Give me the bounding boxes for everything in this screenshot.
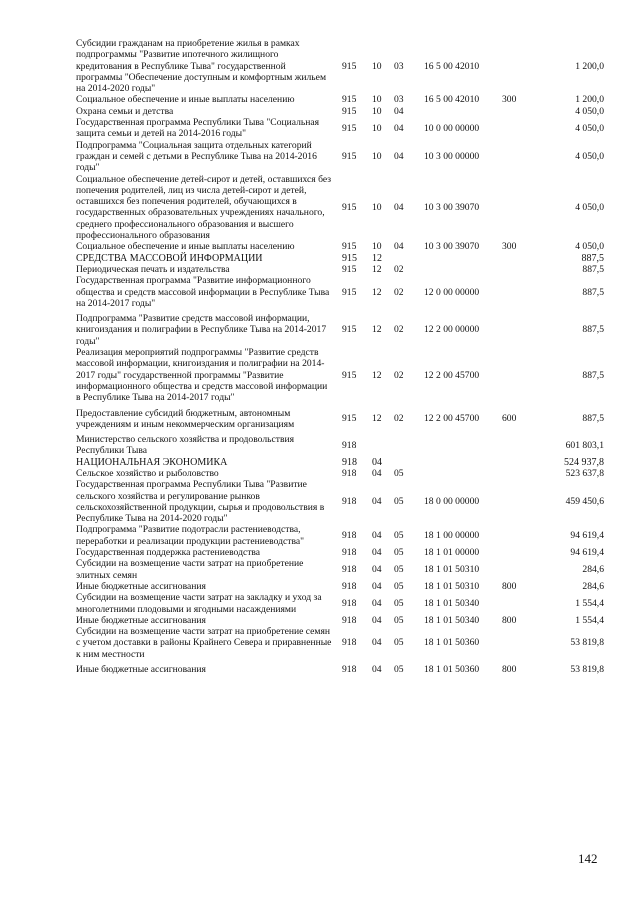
table-row xyxy=(76,347,604,403)
ministry-code: 918 xyxy=(342,637,357,649)
expense-type-code xyxy=(502,547,532,558)
section-code: 10 xyxy=(372,150,382,162)
amount: 53 819,8 xyxy=(570,637,604,649)
expense-type-code xyxy=(502,524,532,547)
expense-type-code xyxy=(502,106,532,117)
row-name: Государственная программа "Развитие информационного общества и средств массовой информации в Республике Тыва на 2014-2017 годы" xyxy=(76,275,330,309)
subsection-code: 05 xyxy=(394,664,404,676)
amount: 4 050,0 xyxy=(575,241,604,253)
target-article-code: 18 1 01 50310 xyxy=(424,580,480,592)
section-code: 04 xyxy=(372,597,382,609)
amount: 887,5 xyxy=(581,252,604,264)
target-article-code: 18 1 01 50360 xyxy=(424,664,480,676)
subsection-code: 05 xyxy=(394,614,404,626)
ministry-code: 915 xyxy=(342,241,357,253)
section-code: 10 xyxy=(372,94,382,106)
table-row xyxy=(76,275,604,309)
table-row xyxy=(76,615,604,626)
section-code: 12 xyxy=(372,369,382,381)
table-row xyxy=(76,468,604,479)
section-code: 10 xyxy=(372,241,382,253)
subsection-code: 04 xyxy=(394,241,404,253)
row-name: Подпрограмма "Развитие подотрасли растениеводства, переработки и реализации продукции растениеводства" xyxy=(76,524,305,547)
table-row xyxy=(76,558,604,581)
row-name: Охрана семьи и детства xyxy=(76,105,174,117)
subsection-code: 05 xyxy=(394,467,404,479)
target-article-code xyxy=(424,106,502,117)
expense-type-code xyxy=(502,275,532,309)
subsection-code: 04 xyxy=(394,105,404,117)
subsection-code: 04 xyxy=(394,201,404,213)
amount: 1 554,4 xyxy=(575,597,604,609)
section-code: 12 xyxy=(372,286,382,298)
table-row xyxy=(76,430,604,457)
ministry-code: 915 xyxy=(342,105,357,117)
budget-table xyxy=(76,38,604,675)
row-name: Государственная программа Республики Тыва "Социальная защита семьи и детей на 2014-2016 годы" xyxy=(76,117,320,140)
subsection-code: 05 xyxy=(394,530,404,542)
row-name: Субсидии гражданам на приобретение жилья в рамках подпрограммы "Развитие ипотечного жилищного кредитования в Республике Тыва" государственной программы "Обеспечение доступным и комфортным жильем на 2014-2020 годы" xyxy=(76,38,327,95)
row-name: Социальное обеспечение и иные выплаты населению xyxy=(76,241,295,253)
subsection-code: 05 xyxy=(394,564,404,575)
subsection-code: 05 xyxy=(394,597,404,609)
target-article-code: 18 1 01 50340 xyxy=(424,597,480,609)
ministry-code: 915 xyxy=(342,150,357,162)
expense-type-code xyxy=(502,117,532,140)
row-name: Подпрограмма "Развитие средств массовой информации, книгоиздания и полиграфии в Республике Тыва на 2014-2017 годы" xyxy=(76,313,327,347)
row-name: Государственная программа Республики Тыва "Развитие сельского хозяйства и регулирование рынков сельскохозяйственной продукции, сырья и продовольствия в Республике Тыва на 2014-2020 годы" xyxy=(76,479,325,525)
section-code: 12 xyxy=(372,263,382,275)
table-row xyxy=(76,94,604,105)
amount: 94 619,4 xyxy=(570,547,604,559)
table-row xyxy=(76,264,604,275)
section-code: 04 xyxy=(372,467,382,479)
ministry-code: 915 xyxy=(342,263,357,275)
table-row xyxy=(76,309,604,347)
amount: 459 450,6 xyxy=(565,496,604,508)
section-code xyxy=(372,430,394,457)
section-code: 04 xyxy=(372,580,382,592)
amount: 887,5 xyxy=(582,324,604,336)
ministry-code: 915 xyxy=(342,201,357,213)
row-name: Иные бюджетные ассигнования xyxy=(76,664,206,676)
amount: 284,6 xyxy=(582,564,604,575)
ministry-code: 918 xyxy=(342,564,357,575)
table-row xyxy=(76,174,604,242)
section-code: 04 xyxy=(372,664,382,676)
amount: 4 050,0 xyxy=(575,105,604,117)
row-name: Иные бюджетные ассигнования xyxy=(76,614,206,626)
subsection-code: 04 xyxy=(394,122,404,134)
row-name: Субсидии на возмещение части затрат на приобретение семян с учетом доставки в районы Крайнего Севера и приравненные к ним местности xyxy=(76,626,332,660)
row-name: СРЕДСТВА МАССОВОЙ ИНФОРМАЦИИ xyxy=(76,252,263,264)
row-name: Государственная поддержка растениеводства xyxy=(76,547,261,559)
ministry-code: 915 xyxy=(342,286,357,298)
row-name: Субсидии на возмещение части затрат на приобретение элитных семян xyxy=(76,558,304,581)
row-name: Сельское хозяйство и рыболовство xyxy=(76,467,219,479)
target-article-code xyxy=(424,457,502,468)
expense-type-code xyxy=(502,479,532,524)
subsection-code: 05 xyxy=(394,547,404,559)
ministry-code: 918 xyxy=(342,614,357,626)
target-article-code: 12 2 00 45700 xyxy=(424,413,480,425)
amount: 1 554,4 xyxy=(575,614,604,626)
ministry-code: 915 xyxy=(342,369,357,381)
ministry-code: 918 xyxy=(342,597,357,609)
row-name: Реализация мероприятий подпрограммы "Развитие средств массовой информации, книгоиздания и полиграфии на 2014-2017 годы" государственной программы "Развитие информационного общества и средств массовой информации в Республике Тыва на 2014-2017 годы" xyxy=(76,347,328,404)
section-code: 10 xyxy=(372,201,382,213)
target-article-code: 18 1 01 50340 xyxy=(424,614,480,626)
expense-type-code: 600 xyxy=(502,413,517,425)
table-row xyxy=(76,241,604,252)
expense-type-code xyxy=(502,558,532,581)
section-code: 12 xyxy=(372,413,382,425)
section-code: 04 xyxy=(372,547,382,559)
subsection-code: 04 xyxy=(394,150,404,162)
table-row xyxy=(76,140,604,174)
subsection-code: 02 xyxy=(394,263,404,275)
expense-type-code xyxy=(502,140,532,174)
target-article-code: 12 2 00 00000 xyxy=(424,324,480,336)
expense-type-code xyxy=(502,457,532,468)
expense-type-code xyxy=(502,253,532,264)
target-article-code: 12 0 00 00000 xyxy=(424,286,480,298)
amount: 887,5 xyxy=(582,263,604,275)
table-row xyxy=(76,524,604,547)
ministry-code: 918 xyxy=(342,664,357,676)
expense-type-code: 300 xyxy=(502,94,517,106)
subsection-code: 03 xyxy=(394,94,404,106)
expense-type-code xyxy=(502,347,532,403)
section-code: 12 xyxy=(372,324,382,336)
amount: 601 803,1 xyxy=(565,439,604,451)
table-row xyxy=(76,106,604,117)
ministry-code: 918 xyxy=(342,496,357,508)
amount: 53 819,8 xyxy=(570,664,604,676)
row-name: Социальное обеспечение и иные выплаты населению xyxy=(76,94,295,106)
table-row xyxy=(76,117,604,140)
amount: 523 637,8 xyxy=(565,467,604,479)
expense-type-code: 300 xyxy=(502,241,517,253)
section-code: 04 xyxy=(372,564,382,575)
section-code: 10 xyxy=(372,60,382,72)
target-article-code: 18 1 01 00000 xyxy=(424,547,480,559)
table-row xyxy=(76,626,604,660)
expense-type-code xyxy=(502,264,532,275)
subsection-code: 02 xyxy=(394,413,404,425)
row-name: Социальное обеспечение детей-сирот и детей, оставшихся без попечения родителей, лиц из числа детей-сирот и детей, оставшихся без попечения родителей, обучающихся в государственных образовательных учреждениях начального, среднего профессионального образования и высшего профессионального образования xyxy=(76,173,331,242)
expense-type-code xyxy=(502,468,532,479)
subsection-code: 03 xyxy=(394,60,404,72)
expense-type-code: 800 xyxy=(502,614,517,626)
subsection-code: 02 xyxy=(394,369,404,381)
target-article-code: 18 0 00 00000 xyxy=(424,496,480,508)
target-article-code: 16 5 00 42010 xyxy=(424,60,480,72)
amount: 1 200,0 xyxy=(575,94,604,106)
target-article-code: 10 0 00 00000 xyxy=(424,122,480,134)
ministry-code: 915 xyxy=(342,60,357,72)
row-name: Субсидии на возмещение части затрат на закладку и уход за многолетними плодовыми и ягодными насаждениями xyxy=(76,592,322,615)
page-number: 142 xyxy=(578,851,598,866)
table-row xyxy=(76,592,604,615)
amount: 284,6 xyxy=(582,580,604,592)
row-name: Министерство сельского хозяйства и продовольствия Республики Тыва xyxy=(76,434,295,457)
table-row xyxy=(76,404,604,431)
table-row xyxy=(76,253,604,264)
section-code: 10 xyxy=(372,122,382,134)
target-article-code xyxy=(424,264,502,275)
section-code: 04 xyxy=(372,637,382,649)
target-article-code: 18 1 00 00000 xyxy=(424,530,480,542)
target-article-code: 18 1 01 50310 xyxy=(424,564,480,575)
ministry-code: 915 xyxy=(342,252,357,264)
expense-type-code: 800 xyxy=(502,580,517,592)
section-code: 04 xyxy=(372,496,382,508)
ministry-code: 915 xyxy=(342,122,357,134)
amount: 887,5 xyxy=(582,286,604,298)
row-name: Иные бюджетные ассигнования xyxy=(76,580,206,592)
section-code: 10 xyxy=(372,105,382,117)
subsection-code: 02 xyxy=(394,324,404,336)
ministry-code: 915 xyxy=(342,324,357,336)
table-row xyxy=(76,660,604,675)
row-name: Подпрограмма "Социальная защита отдельных категорий граждан и семей с детьми в Республике Тыва на 2014-2016 годы" xyxy=(76,139,317,174)
target-article-code: 18 1 01 50360 xyxy=(424,637,480,649)
amount: 524 937,8 xyxy=(564,456,604,468)
amount: 94 619,4 xyxy=(570,530,604,542)
section-code: 04 xyxy=(372,456,382,468)
ministry-code: 918 xyxy=(342,530,357,542)
amount: 4 050,0 xyxy=(575,201,604,213)
table-row xyxy=(76,457,604,468)
target-article-code xyxy=(424,430,502,457)
row-name: Предоставление субсидий бюджетным, автономным учреждениям и иным некоммерческим организациям xyxy=(76,407,295,430)
section-code: 04 xyxy=(372,530,382,542)
ministry-code: 915 xyxy=(342,413,357,425)
target-article-code: 10 3 00 00000 xyxy=(424,150,480,162)
section-code: 12 xyxy=(372,252,382,264)
subsection-code xyxy=(394,253,424,264)
amount: 887,5 xyxy=(582,413,604,425)
ministry-code: 918 xyxy=(342,456,357,468)
expense-type-code xyxy=(502,309,532,347)
row-name: НАЦИОНАЛЬНАЯ ЭКОНОМИКА xyxy=(76,456,228,468)
target-article-code: 10 3 00 39070 xyxy=(424,201,480,213)
expense-type-code xyxy=(502,626,532,660)
table-row xyxy=(76,581,604,592)
target-article-code: 10 3 00 39070 xyxy=(424,241,480,253)
amount: 4 050,0 xyxy=(575,122,604,134)
expense-type-code xyxy=(502,38,532,94)
budget-table-body xyxy=(76,38,604,675)
row-name: Периодическая печать и издательства xyxy=(76,263,230,275)
ministry-code: 918 xyxy=(342,467,357,479)
ministry-code: 915 xyxy=(342,94,357,106)
amount: 1 200,0 xyxy=(575,60,604,72)
target-article-code: 16 5 00 42010 xyxy=(424,94,480,106)
ministry-code: 918 xyxy=(342,580,357,592)
expense-type-code xyxy=(502,430,532,457)
subsection-code xyxy=(394,430,424,457)
target-article-code xyxy=(424,468,502,479)
expense-type-code xyxy=(502,592,532,615)
amount: 887,5 xyxy=(582,369,604,381)
subsection-code: 05 xyxy=(394,637,404,649)
ministry-code: 918 xyxy=(342,439,357,451)
table-row xyxy=(76,547,604,558)
expense-type-code xyxy=(502,174,532,242)
table-row xyxy=(76,479,604,524)
target-article-code: 12 2 00 45700 xyxy=(424,369,480,381)
amount: 4 050,0 xyxy=(575,150,604,162)
subsection-code: 05 xyxy=(394,580,404,592)
target-article-code xyxy=(424,253,502,264)
subsection-code xyxy=(394,457,424,468)
ministry-code: 918 xyxy=(342,547,357,559)
table-row xyxy=(76,38,604,94)
subsection-code: 05 xyxy=(394,496,404,508)
expense-type-code: 800 xyxy=(502,664,517,676)
subsection-code: 02 xyxy=(394,286,404,298)
section-code: 04 xyxy=(372,614,382,626)
